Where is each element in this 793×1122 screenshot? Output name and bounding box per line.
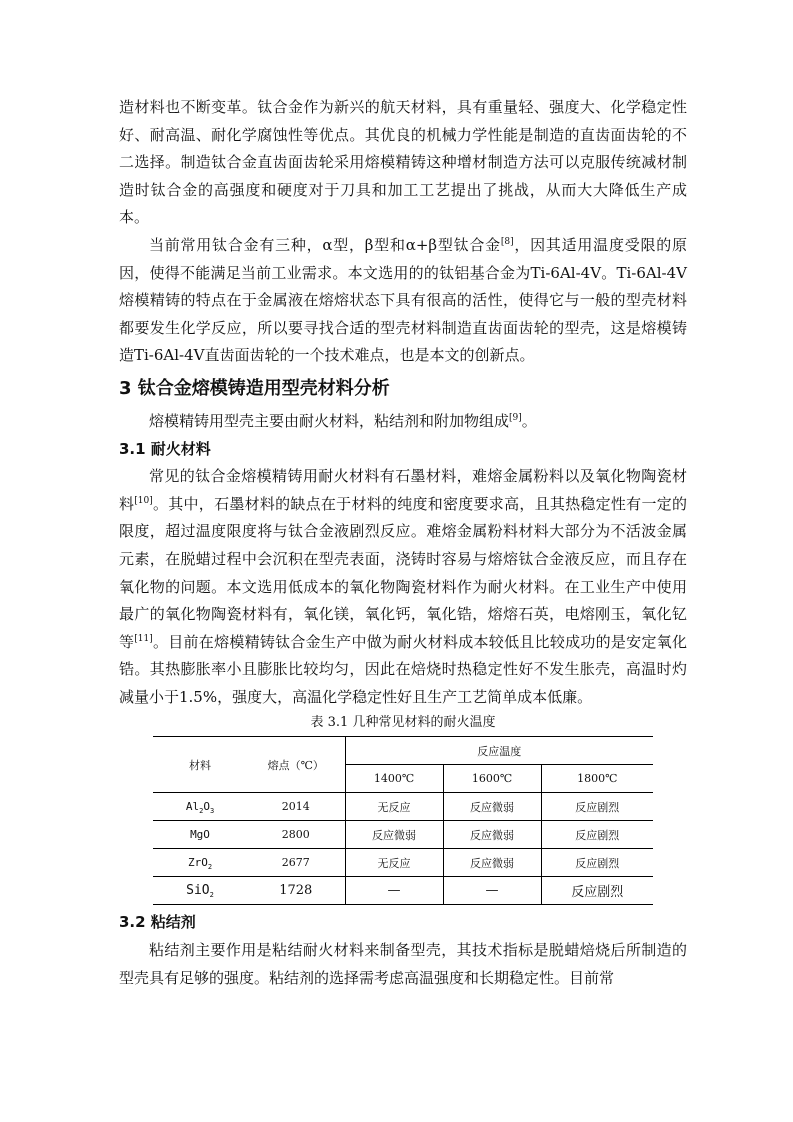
paragraph-binder: 粘结剂主要作用是粘结耐火材料来制备型壳，其技术指标是脱蜡焙烧后所制造的型壳具有足够的强度。粘结剂的选择需考虑高温强度和长期稳定性。目前常	[119, 941, 687, 987]
cell-1800: 反应剧烈	[541, 877, 653, 905]
paragraph-text: 。	[521, 411, 537, 430]
header-melting-point: 熔点（℃）	[247, 737, 345, 793]
cell-1800: 反应剧烈	[541, 821, 653, 849]
citation-9: [9]	[509, 412, 522, 423]
citation-11: [11]	[134, 633, 153, 644]
cell-1400: 无反应	[345, 793, 443, 821]
cell-material: ZrO$_2$	[153, 849, 247, 877]
cell-1400: 无反应	[345, 849, 443, 877]
paragraph-text: ，因其适用温度受限的原因，使得不能满足当前工业需求。本文选用的的钛铝基合金为Ti-6Al-4V。Ti-6Al-4V熔模精铸的特点在于金属液在熔熔状态下具有很高的活性，使得它与一般的型壳材料都要发生化学反应，所以要寻找合适的型壳材料制造直齿面齿轮的型壳，这是熔模铸造Ti-6Al-4V直齿面齿轮的一个技术难点，也是本文的创新点。	[119, 235, 687, 365]
paragraph-shell-composition	[119, 408, 687, 436]
section-3-heading: 3 钛合金熔模铸造用型壳材料分析	[119, 377, 390, 399]
cell-1600: 反应微弱	[443, 849, 541, 877]
paragraph-titanium-intro: 造材料也不断变革。钛合金作为新兴的航天材料，具有重量轻、强度大、化学稳定性好、耐高温、耐化学腐蚀性等优点。其优良的机械力学性能是制造的直齿面齿轮的不二选择。制造钛合金直齿面齿轮采用熔模精铸这种增材制造方法可以克服传统减材制造时钛合金的高强度和硬度对于刀具和加工工艺提出了挑战，从而大大降低生产成本。	[119, 98, 687, 227]
paragraph-text: 。目前在熔模精铸钛合金生产中做为耐火材料成本较低且比较成功的是安定氧化锆。其热膨胀率小且膨胀比较均匀，因此在焙烧时热稳定性好不发生胀壳，高温时灼减量小于1.5%，强度大，高温化学稳定性好且生产工艺简单成本低廉。	[119, 632, 687, 706]
paragraph-titanium-types	[119, 232, 687, 370]
paragraph-text: 。其中，石墨材料的缺点在于材料的纯度和密度要求高，且其热稳定性有一定的限度，超过温度限度将与钛合金液剧烈反应。难熔金属粉料材料大部分为不活波金属元素，在脱蜡过程中会沉积在型壳表面，浇铸时容易与熔熔钛合金液反应，而且存在氧化物的问题。本文选用低成本的氧化物陶瓷材料作为耐火材料。在工业生产中使用最广的氧化物陶瓷材料有，氧化镁，氧化钙，氧化锆，熔熔石英，电熔刚玉，氧化钇等	[119, 494, 687, 651]
refractory-temperature-table	[153, 736, 653, 905]
cell-1600: 反应微弱	[443, 821, 541, 849]
cell-melting-point: 2677	[247, 849, 345, 877]
section-3-1-heading: 3.1 耐火材料	[119, 439, 211, 458]
table-row	[153, 793, 653, 821]
section-3-2-heading: 3.2 粘结剂	[119, 913, 196, 932]
paragraph-text: 熔模精铸用型壳主要由耐火材料，粘结剂和附加物组成	[149, 411, 510, 430]
cell-melting-point: 2014	[247, 793, 345, 821]
table-row	[153, 877, 653, 905]
header-1800: 1800℃	[541, 765, 653, 793]
citation-8: [8]	[500, 236, 514, 247]
table-row	[153, 849, 653, 877]
cell-1600: —	[443, 877, 541, 905]
header-reaction-temperature: 反应温度	[345, 737, 653, 765]
cell-material: SiO$_2$	[153, 877, 247, 905]
cell-1800: 反应剧烈	[541, 793, 653, 821]
cell-melting-point: 2800	[247, 821, 345, 849]
cell-material: $Al_2O_3$	[153, 793, 247, 821]
cell-1800: 反应剧烈	[541, 849, 653, 877]
header-1400: 1400℃	[345, 765, 443, 793]
document-page	[119, 94, 687, 992]
table-caption: 表 3.1 几种常见材料的耐火温度	[310, 715, 496, 731]
paragraph-text: 常见的钛合金熔模精铸用耐火材料有石墨材料，难熔金属粉料以及氧化物陶瓷材料	[119, 467, 687, 513]
paragraph-refractory	[119, 463, 687, 711]
cell-1400: 反应微弱	[345, 821, 443, 849]
paragraph-text: 当前常用钛合金有三种，α型，β型和α+β型钛合金	[149, 235, 501, 254]
cell-material: MgO	[153, 821, 247, 849]
cell-1400: —	[345, 877, 443, 905]
header-material: 材料	[153, 737, 247, 793]
table-row	[153, 821, 653, 849]
cell-1600: 反应微弱	[443, 793, 541, 821]
cell-melting-point: 1728	[247, 877, 345, 905]
header-1600: 1600℃	[443, 765, 541, 793]
citation-10: [10]	[134, 495, 153, 506]
